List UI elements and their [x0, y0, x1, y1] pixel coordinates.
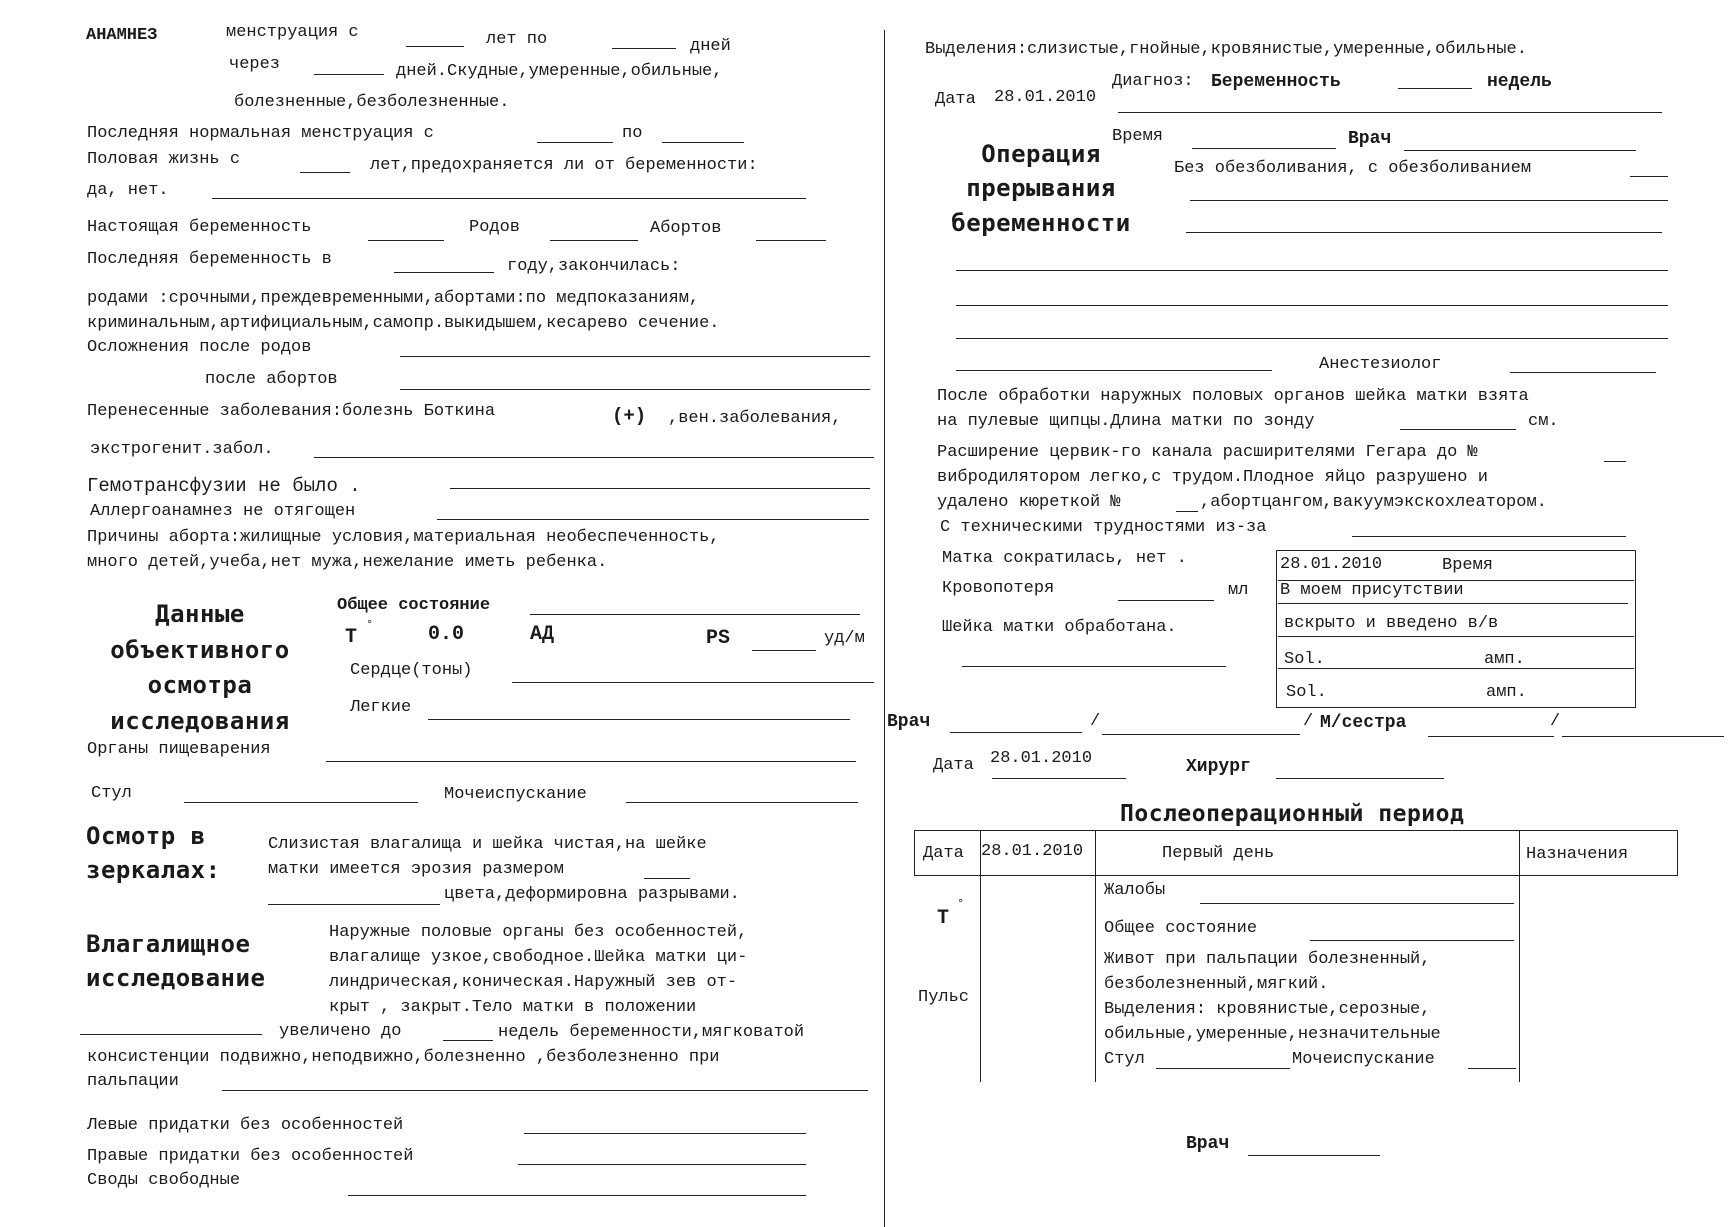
cervix-text: Шейка матки обработана. — [942, 618, 1177, 637]
postop-urination-label: Мочеиспускание — [1292, 1050, 1435, 1069]
mirrors-title-2: зеркалах: — [86, 856, 221, 884]
vaginal-line5: увеличено до — [279, 1022, 402, 1041]
postop-col-3 — [1519, 830, 1520, 1082]
stool-label: Стул — [91, 784, 132, 803]
allergo-field[interactable] — [437, 519, 869, 520]
ven-diseases: ,вен.заболевания, — [668, 409, 842, 428]
general-state-field[interactable] — [530, 614, 860, 615]
last-mens-label: Последняя нормальная менструация с — [87, 124, 434, 143]
box-divider-2 — [1278, 603, 1628, 604]
sex-life-text: лет,предохраняется ли от беременности: — [370, 156, 758, 175]
final-doctor-field[interactable] — [1248, 1155, 1380, 1156]
op-line-4[interactable] — [956, 305, 1668, 306]
last-preg-year-field[interactable] — [394, 272, 494, 273]
left-adnexa-field[interactable] — [524, 1133, 806, 1134]
procedure-cm: см. — [1528, 412, 1559, 431]
complaints-label: Жалобы — [1104, 881, 1166, 900]
discharge-text: Выделения:слизистые,гнойные,кровянистые,умеренные,обильные. — [925, 40, 1527, 59]
time-field[interactable] — [1192, 148, 1336, 149]
contraception-field[interactable] — [212, 198, 806, 199]
objective-title-1: Данные — [155, 600, 245, 628]
box-time-label: Время — [1442, 556, 1494, 575]
mens-days-field[interactable] — [612, 48, 676, 49]
current-preg-label: Настоящая беременность — [87, 218, 312, 237]
last-mens-from-field[interactable] — [537, 142, 613, 143]
da-net-text: да, нет. — [87, 181, 169, 200]
ps-unit: уд/м — [824, 629, 865, 648]
vaginal-line7: пальпации — [87, 1072, 179, 1091]
vaginal-title-1: Влагалищное — [86, 930, 251, 958]
last-mens-po: по — [622, 124, 643, 143]
lungs-field[interactable] — [428, 719, 850, 720]
surgeon-label: Хирург — [1186, 757, 1251, 777]
postop-h-prescriptions: Назначения — [1526, 845, 1629, 864]
rodami-line1: родами :срочными,преждевременными,абортами:по медпоказаниям, — [87, 289, 700, 308]
postop-h-date-value: 28.01.2010 — [981, 842, 1084, 861]
pain-text: болезненные,безболезненные. — [234, 93, 510, 112]
postop-general-label: Общее состояние — [1104, 919, 1258, 938]
hegar-number-field[interactable] — [1604, 461, 1626, 462]
sign-doctor-field[interactable] — [950, 732, 1082, 733]
ps-label: PS — [706, 627, 731, 650]
sign-doctor-label: Врач — [887, 712, 931, 732]
date-value: 28.01.2010 — [994, 88, 1097, 107]
sign-doctor-name-field[interactable] — [1102, 734, 1300, 735]
erosion-size-field[interactable] — [644, 878, 690, 879]
botkin-plus: (+) — [612, 405, 647, 427]
time-label: Время — [1112, 127, 1164, 146]
objective-title-3: осмотра — [147, 671, 253, 699]
postop-stool-field[interactable] — [1156, 1068, 1290, 1069]
compl-rod-label: Осложнения после родов — [87, 338, 312, 357]
temp-value: 0.0 — [428, 623, 465, 646]
doctor-field[interactable] — [1404, 150, 1636, 151]
postop-temp-degree: ° — [957, 897, 965, 911]
anesthesiologist-label: Анестезиолог — [1319, 355, 1442, 374]
current-preg-field[interactable] — [368, 240, 444, 241]
bloodloss-field[interactable] — [1118, 600, 1214, 601]
box-sol-1: Sol. — [1284, 650, 1325, 669]
uterus-length-field[interactable] — [1400, 429, 1516, 430]
date2-value: 28.01.2010 — [990, 749, 1093, 768]
date2-label: Дата — [933, 756, 974, 775]
mirrors-line2: матки имеется эрозия размером — [268, 860, 564, 879]
box-date: 28.01.2010 — [1280, 555, 1383, 574]
palpation-field[interactable] — [222, 1090, 868, 1091]
box-divider-3 — [1278, 636, 1634, 637]
extrogen-field[interactable] — [314, 457, 874, 458]
procedure-line5b: ,абортцангом,вакуумэкскохлеатором. — [1200, 493, 1547, 512]
vaginal-line5b: недель беременности,мягковатой — [498, 1023, 805, 1042]
diagnosis-line[interactable] — [1118, 112, 1662, 113]
difficulty-field[interactable] — [1352, 536, 1626, 537]
mens-days-label: дней — [690, 37, 731, 56]
op-line-1[interactable] — [1190, 200, 1668, 201]
box-opened: вскрыто и введено в/в — [1284, 614, 1499, 633]
anamnez-title: АНАМНЕЗ — [86, 26, 158, 45]
mens-lets-po: лет по — [486, 30, 548, 49]
procedure-line4: вибродилятором легко,с трудом.Плодное яйцо разрушено и — [937, 468, 1488, 487]
date2-line — [992, 778, 1126, 779]
anesthesia-options: Без обезболивания, с обезболиванием — [1174, 159, 1532, 178]
postop-temp-label: Т — [937, 907, 950, 930]
postop-title: Послеоперационный период — [1120, 801, 1465, 827]
cycle-days-field[interactable] — [314, 74, 384, 75]
page-divider — [884, 30, 885, 1227]
ps-field[interactable] — [752, 650, 816, 651]
box-sol-2: Sol. — [1286, 683, 1327, 702]
urination-label: Мочеиспускание — [444, 785, 587, 804]
sign-slash-2: / — [1303, 712, 1314, 731]
mens-age-field[interactable] — [406, 46, 464, 47]
last-preg-label: Последняя беременность в — [87, 250, 332, 269]
reasons-line2: много детей,учеба,нет мужа,нежелание иметь ребенка. — [87, 553, 608, 572]
sign-nurse-name-field[interactable] — [1562, 736, 1724, 737]
gemo-field[interactable] — [450, 488, 870, 489]
mirrors-title-1: Осмотр в — [86, 822, 206, 850]
postop-discharge-line2: обильные,умеренные,незначительные — [1104, 1025, 1441, 1044]
left-adnexa-label: Левые придатки без особенностей — [87, 1116, 404, 1135]
stool-field[interactable] — [184, 802, 418, 803]
gemo-label: Гемотрансфузии не было . — [87, 475, 361, 497]
op-line-2[interactable] — [1186, 232, 1662, 233]
abortov-field[interactable] — [756, 240, 826, 241]
objective-title-2: объективного — [110, 636, 290, 664]
diagnosis-text: Беременность — [1211, 72, 1341, 92]
right-adnexa-field[interactable] — [518, 1164, 806, 1165]
postop-urination-field[interactable] — [1468, 1068, 1516, 1069]
allergo-label: Аллергоанамнез не отягощен — [90, 502, 356, 521]
abdomen-line1: Живот при пальпации болезненный, — [1104, 950, 1431, 969]
diagnosis-label: Диагноз: — [1112, 72, 1194, 91]
cervix-field[interactable] — [962, 666, 1226, 667]
abdomen-line2: безболезненный,мягкий. — [1104, 975, 1329, 994]
vaginal-line2: влагалище узкое,свободное.Шейка матки ци- — [329, 948, 748, 967]
curette-number-field[interactable] — [1176, 511, 1198, 512]
urination-field[interactable] — [626, 802, 858, 803]
sign-nurse-label: М/сестра — [1320, 713, 1407, 733]
compl-rod-field[interactable] — [400, 356, 870, 357]
reasons-line1: Причины аборта:жилищные условия,материальная необеспеченность, — [87, 528, 720, 547]
diagnosis-weeks-field[interactable] — [1398, 88, 1472, 89]
rodov-label: Родов — [469, 218, 521, 237]
abortov-label: Абортов — [650, 219, 722, 238]
rodov-field[interactable] — [550, 240, 638, 241]
svody-label: Своды свободные — [87, 1171, 241, 1190]
postop-stool-label: Стул — [1104, 1050, 1145, 1069]
sex-life-age-field[interactable] — [300, 172, 350, 173]
postop-h-date: Дата — [923, 844, 964, 863]
op-line-5[interactable] — [956, 338, 1668, 339]
cycle-label: через — [229, 55, 281, 74]
heart-field[interactable] — [512, 682, 874, 683]
last-preg-text: году,закончилась: — [507, 257, 681, 276]
lungs-label: Легкие — [350, 698, 412, 717]
vaginal-line6: консистенции подвижно,неподвижно,болезненно ,безболезненно при — [87, 1048, 720, 1067]
vaginal-line1: Наружные половые органы без особенностей, — [329, 923, 748, 942]
doctor-label: Врач — [1348, 129, 1392, 149]
procedure-line6: С техническими трудностями из-за — [940, 518, 1267, 537]
final-doctor-label: Врач — [1186, 1134, 1230, 1154]
bloodloss-label: Кровопотеря — [942, 579, 1055, 598]
postop-col-2 — [1095, 830, 1096, 1082]
uterus-position-field[interactable] — [80, 1034, 262, 1035]
postop-col-1 — [980, 830, 981, 1082]
complaints-field[interactable] — [1200, 903, 1514, 904]
sign-slash-3: / — [1550, 712, 1561, 731]
mens-label: менструация с — [226, 23, 359, 42]
anesthesia-field[interactable] — [1630, 176, 1668, 177]
box-presence: В моем присутствии — [1280, 581, 1464, 600]
date-label: Дата — [935, 90, 976, 109]
svody-field[interactable] — [348, 1195, 806, 1196]
rodami-line2: криминальным,артифициальным,самопр.выкидышем,кесарево сечение. — [87, 314, 720, 333]
op-title-1: Операция — [981, 140, 1101, 168]
procedure-line1: После обработки наружных половых органов шейка матки взята — [937, 387, 1529, 406]
mirrors-line1: Слизистая влагалища и шейка чистая,на шейке — [268, 835, 707, 854]
box-amp-1: амп. — [1484, 650, 1525, 669]
uterus-contract-text: Матка сократилась, нет . — [942, 549, 1187, 568]
extrogen-label: экстрогенит.забол. — [90, 440, 274, 459]
ad-label: АД — [530, 623, 555, 646]
diseases-label: Перенесенные заболевания:болезнь Боткина — [87, 402, 496, 421]
box-amp-2: амп. — [1486, 683, 1527, 702]
mirrors-line3: цвета,деформировна разрывами. — [444, 885, 740, 904]
box-divider-4 — [1278, 668, 1634, 669]
sign-slash-1: / — [1090, 712, 1101, 731]
right-adnexa-label: Правые придатки без особенностей — [87, 1147, 414, 1166]
vaginal-title-2: исследование — [86, 964, 266, 992]
postop-pulse-label: Пульс — [918, 988, 970, 1007]
objective-title-4: исследования — [110, 707, 290, 735]
op-line-6[interactable] — [956, 370, 1272, 371]
cycle-text: дней.Скудные,умеренные,обильные, — [396, 62, 723, 81]
last-mens-to-field[interactable] — [662, 142, 744, 143]
digest-label: Органы пищеварения — [87, 740, 271, 759]
postop-discharge-line1: Выделения: кровянистые,серозные, — [1104, 1000, 1431, 1019]
heart-label: Сердце(тоны) — [350, 661, 473, 680]
op-title-3: беременности — [951, 209, 1131, 237]
digest-field[interactable] — [326, 761, 856, 762]
op-title-2: прерывания — [966, 174, 1116, 202]
erosion-color-field[interactable] — [268, 904, 440, 905]
op-line-3[interactable] — [956, 270, 1668, 271]
vaginal-line3: линдрическая,коническая.Наружный зев от- — [329, 973, 738, 992]
vaginal-line4: крыт , закрыт.Тело матки в положении — [329, 998, 697, 1017]
temp-degree: ° — [366, 618, 374, 632]
sign-nurse-field[interactable] — [1428, 736, 1554, 737]
temp-label: Т — [345, 626, 358, 649]
general-state-label: Общее состояние — [337, 596, 491, 615]
postop-general-field[interactable] — [1310, 940, 1514, 941]
diagnosis-weeks-label: недель — [1487, 72, 1552, 92]
sex-life-label: Половая жизнь с — [87, 150, 241, 169]
anesthesiologist-field[interactable] — [1510, 372, 1656, 373]
enlarged-weeks-field[interactable] — [443, 1040, 493, 1041]
procedure-line2: на пулевые щипцы.Длина матки по зонду — [937, 412, 1315, 431]
surgeon-field[interactable] — [1276, 778, 1444, 779]
compl-abort-label: после абортов — [205, 370, 338, 389]
bloodloss-unit: мл — [1228, 581, 1249, 600]
procedure-line5: удалено кюреткой № — [937, 493, 1121, 512]
compl-abort-field[interactable] — [400, 389, 870, 390]
postop-h-day: Первый день — [1162, 844, 1275, 863]
procedure-line3: Расширение цервик-го канала расширителями Гегара до № — [937, 443, 1478, 462]
